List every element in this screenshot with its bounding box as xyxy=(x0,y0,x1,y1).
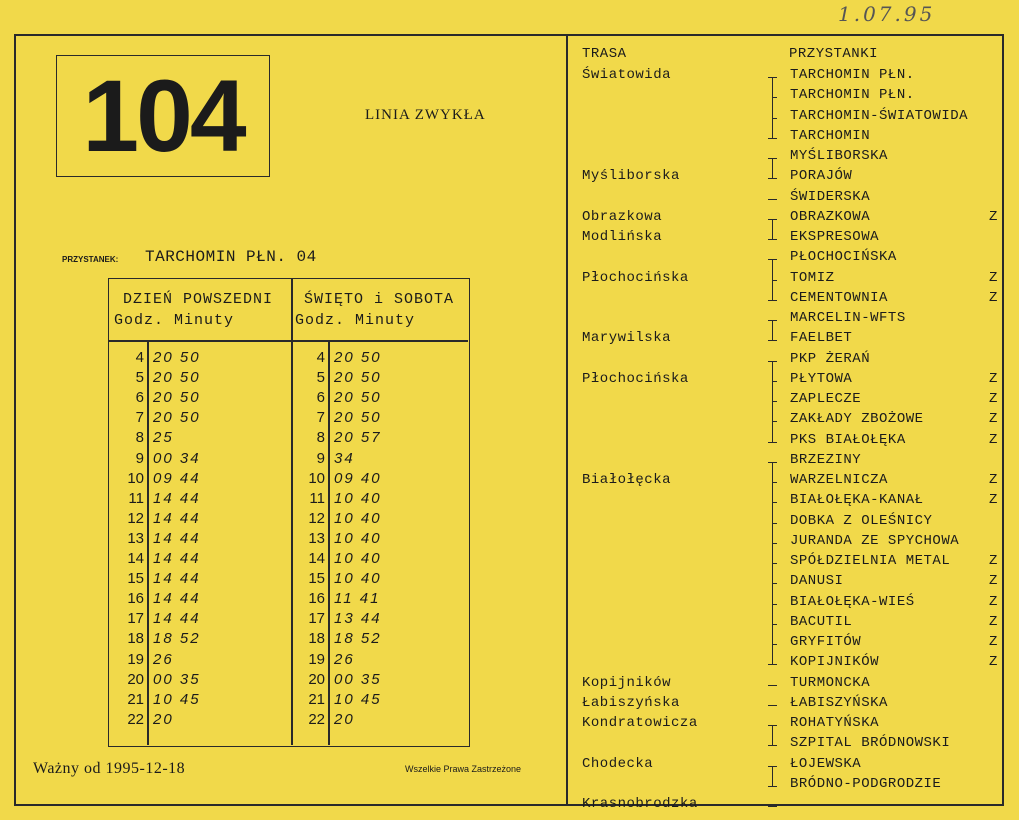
holiday-minutes: 00 35 xyxy=(334,670,382,688)
stop-item: SPÓŁDZIELNIA METAL xyxy=(790,553,951,569)
stop-item: BRÓDNO-PODGRODZIE xyxy=(790,775,942,792)
bracket-dash xyxy=(768,685,777,686)
holiday-hour: 15 xyxy=(308,570,325,588)
weekday-hour: 19 xyxy=(127,650,144,668)
bracket-tick xyxy=(772,97,777,98)
request-stop-marker: Z xyxy=(989,208,998,225)
stop-item: GRYFITÓW xyxy=(790,634,862,650)
street-name: Białołęcka xyxy=(582,472,672,488)
bracket-tick xyxy=(772,401,777,402)
request-stop-marker: Z xyxy=(989,553,998,569)
street-name: Światowida xyxy=(582,67,672,83)
holiday-minutes: 09 40 xyxy=(334,469,382,487)
request-stop-marker: Z xyxy=(989,370,998,387)
stop-item: TARCHOMIN PŁN. xyxy=(790,87,915,104)
bracket-dash xyxy=(768,806,777,807)
holiday-minutes: 20 57 xyxy=(334,429,382,447)
weekday-minutes: 14 44 xyxy=(153,550,201,567)
holiday-minutes: 20 xyxy=(334,710,355,728)
request-stop-marker: Z xyxy=(989,634,998,650)
weekday-hour: 16 xyxy=(127,590,144,608)
holiday-hour: 22 xyxy=(308,710,325,728)
holiday-minutes: 20 50 xyxy=(334,389,382,407)
weekday-hour: 17 xyxy=(127,610,144,628)
bracket-tick xyxy=(768,239,777,240)
stop-item: DANUSI xyxy=(790,573,844,590)
stop-item: WARZELNICZA xyxy=(790,472,888,488)
bracket-tick xyxy=(768,361,777,362)
route-number-box xyxy=(56,55,270,177)
stop-item: PKS BIAŁOŁĘKA xyxy=(790,431,906,448)
street-name: Krasnobrodzka xyxy=(582,796,698,812)
weekday-minutes: 14 44 xyxy=(153,489,201,507)
street-name: Łabiszyńska xyxy=(582,694,680,711)
line-type: LINIA ZWYKŁA xyxy=(365,107,486,123)
weekday-minutes: 14 44 xyxy=(153,509,201,527)
weekday-minutes: 20 50 xyxy=(153,389,201,407)
request-stop-marker: Z xyxy=(989,472,998,488)
bracket-tick xyxy=(768,300,777,301)
holiday-header: ŚWIĘTO i SOBOTA xyxy=(304,291,455,308)
holiday-minutes: 10 40 xyxy=(334,570,382,588)
stop-item: ZAKŁADY ZBOŻOWE xyxy=(790,411,924,428)
weekday-hour: 13 xyxy=(127,529,144,547)
request-stop-marker: Z xyxy=(989,289,998,306)
departure-table xyxy=(108,278,470,747)
holiday-hour: 10 xyxy=(308,469,325,487)
street-name: Chodecka xyxy=(582,755,654,772)
holiday-minutes: 20 50 xyxy=(334,409,382,427)
bracket-dash xyxy=(768,199,777,200)
holiday-hour: 6 xyxy=(316,389,325,407)
stop-item: TARCHOMIN xyxy=(790,127,871,144)
holiday-minutes: 34 xyxy=(334,449,355,467)
weekday-header: DZIEŃ POWSZEDNI xyxy=(123,291,274,308)
request-stop-marker: Z xyxy=(989,492,998,509)
stop-item: BIAŁOŁĘKA-WIEŚ xyxy=(790,593,915,610)
bracket-tick xyxy=(768,664,777,665)
stop-item: MYŚLIBORSKA xyxy=(790,148,888,164)
weekday-minutes: 18 52 xyxy=(153,630,201,648)
weekday-minutes: 14 44 xyxy=(153,610,201,628)
weekday-hour: 9 xyxy=(135,449,144,467)
table-header-rule xyxy=(109,340,468,342)
street-name: Kondratowicza xyxy=(582,715,698,731)
request-stop-marker: Z xyxy=(989,391,998,407)
bracket-tick xyxy=(768,138,777,139)
bracket-line xyxy=(772,158,773,178)
rights-notice: Wszelkie Prawa Zastrzeżone xyxy=(405,764,522,774)
holiday-hour-rule xyxy=(328,340,330,745)
bracket-tick xyxy=(768,158,777,159)
stop-item: FAELBET xyxy=(790,330,853,347)
bracket-tick xyxy=(772,563,777,564)
bracket-tick xyxy=(772,502,777,503)
holiday-hour: 13 xyxy=(308,529,325,547)
request-stop-marker: Z xyxy=(989,573,998,590)
weekday-hour: 18 xyxy=(127,630,144,648)
weekday-hour: 10 xyxy=(127,469,144,487)
weekday-minutes: 14 44 xyxy=(153,570,201,588)
stop-item: MARCELIN-WFTS xyxy=(790,310,906,326)
bracket-tick xyxy=(772,604,777,605)
stop-item: CEMENTOWNIA xyxy=(790,289,888,306)
stop-item: ROHATYŃSKA xyxy=(790,715,880,731)
holiday-hour: 12 xyxy=(308,509,325,527)
weekday-minutes: 20 50 xyxy=(153,409,201,427)
stop-item: PŁYTOWA xyxy=(790,370,853,387)
bracket-tick xyxy=(772,381,777,382)
route-number: 104 xyxy=(82,58,244,173)
street-name: Kopijników xyxy=(582,674,672,691)
holiday-hour: 11 xyxy=(309,489,325,507)
bracket-tick xyxy=(772,421,777,422)
stop-item: TOMIZ xyxy=(790,269,835,286)
request-stop-marker: Z xyxy=(989,613,998,630)
weekday-minutes: 10 45 xyxy=(153,690,201,708)
bracket-line xyxy=(772,219,773,239)
bracket-line xyxy=(772,320,773,340)
weekday-hour: 6 xyxy=(135,389,144,407)
request-stop-marker: Z xyxy=(989,269,998,286)
weekday-minutes: 09 44 xyxy=(153,469,201,487)
weekday-hour: 11 xyxy=(128,489,144,507)
stop-item: BACUTIL xyxy=(790,613,853,630)
bracket-line xyxy=(772,766,773,786)
stop-item: JURANDA ZE SPYCHOWA xyxy=(790,532,960,549)
weekday-hour-rule xyxy=(147,340,149,745)
bracket-tick xyxy=(768,462,777,463)
valid-from: Ważny od 1995-12-18 xyxy=(33,760,186,777)
street-name: Marywilska xyxy=(582,330,672,347)
bracket-tick xyxy=(768,77,777,78)
holiday-hour: 14 xyxy=(308,550,325,567)
stop-item: PKP ŻERAŃ xyxy=(790,350,871,367)
bracket-tick xyxy=(772,280,777,281)
holiday-minutes: 20 50 xyxy=(334,369,382,387)
weekday-minutes: 26 xyxy=(153,650,174,668)
stop-item: SZPITAL BRÓDNOWSKI xyxy=(790,735,951,752)
bracket-tick xyxy=(768,219,777,220)
bracket-tick xyxy=(768,442,777,443)
stop-item: TARCHOMIN-ŚWIATOWIDA xyxy=(790,107,969,124)
stop-item: DOBKA Z OLEŚNICY xyxy=(790,512,933,529)
holiday-subheader: Godz. Minuty xyxy=(295,312,416,329)
request-stop-marker: Z xyxy=(989,654,998,671)
column-divider xyxy=(566,34,568,806)
weekday-hour: 22 xyxy=(127,710,144,728)
weekday-subheader: Godz. Minuty xyxy=(114,312,235,329)
holiday-minutes: 10 40 xyxy=(334,529,382,547)
holiday-hour: 19 xyxy=(308,650,325,668)
stop-item: BRZEZINY xyxy=(790,451,862,468)
stop-item: OBRAZKOWA xyxy=(790,208,871,225)
holiday-minutes: 10 45 xyxy=(334,690,382,708)
bracket-tick xyxy=(772,523,777,524)
stop-name: TARCHOMIN PŁN. 04 xyxy=(145,248,317,266)
bracket-tick xyxy=(772,644,777,645)
holiday-hour: 18 xyxy=(308,630,325,648)
holiday-hour: 20 xyxy=(308,670,325,688)
holiday-hour: 5 xyxy=(316,369,325,387)
weekday-minutes: 20 50 xyxy=(153,349,201,366)
bracket-tick xyxy=(772,624,777,625)
weekday-hour: 21 xyxy=(127,690,144,708)
weekday-minutes: 20 50 xyxy=(153,369,201,387)
bracket-tick xyxy=(768,340,777,341)
holiday-minutes: 26 xyxy=(334,650,355,668)
weekday-hour: 5 xyxy=(135,369,144,387)
bracket-dash xyxy=(768,705,777,706)
request-stop-marker: Z xyxy=(989,431,998,448)
bracket-tick xyxy=(768,725,777,726)
holiday-hour: 17 xyxy=(308,610,325,628)
holiday-hour: 21 xyxy=(308,690,325,708)
stops-header: PRZYSTANKI xyxy=(789,46,879,62)
weekday-minutes: 00 35 xyxy=(153,670,201,688)
street-name: Obrazkowa xyxy=(582,208,663,225)
stop-item: KOPIJNIKÓW xyxy=(790,654,880,671)
bracket-tick xyxy=(768,786,777,787)
holiday-minutes: 11 41 xyxy=(334,590,381,608)
weekday-minutes: 25 xyxy=(153,429,174,447)
bracket-tick xyxy=(768,259,777,260)
weekday-minutes: 14 44 xyxy=(153,590,201,608)
weekday-hour: 12 xyxy=(127,509,144,527)
weekday-hour: 15 xyxy=(127,570,144,588)
holiday-minutes: 10 40 xyxy=(334,509,382,527)
stop-item: ZAPLECZE xyxy=(790,391,862,407)
stop-label: PRZYSTANEK: xyxy=(62,255,119,264)
stop-item: PŁOCHOCIŃSKA xyxy=(790,249,897,266)
holiday-minutes: 18 52 xyxy=(334,630,382,648)
street-name: Modlińska xyxy=(582,229,663,245)
holiday-minutes: 10 40 xyxy=(334,489,382,507)
bracket-tick xyxy=(772,118,777,119)
street-name: Myśliborska xyxy=(582,168,680,185)
holiday-hour: 8 xyxy=(316,429,325,447)
weekday-hour: 8 xyxy=(135,429,144,447)
street-name: Płochocińska xyxy=(582,370,689,387)
stop-item: TURMONCKA xyxy=(790,674,871,691)
holiday-hour: 4 xyxy=(316,349,325,366)
bracket-tick xyxy=(768,745,777,746)
holiday-hour: 7 xyxy=(316,409,325,427)
stop-item: ŁABISZYŃSKA xyxy=(790,694,888,711)
bracket-tick xyxy=(772,583,777,584)
bracket-tick xyxy=(772,482,777,483)
weekday-minutes: 14 44 xyxy=(153,529,201,547)
stop-item: ŁOJEWSKA xyxy=(790,755,862,772)
holiday-minutes: 10 40 xyxy=(334,550,382,567)
street-name: Płochocińska xyxy=(582,269,689,286)
holiday-minutes: 20 50 xyxy=(334,349,382,366)
stop-item: PORAJÓW xyxy=(790,168,853,185)
bracket-line xyxy=(772,725,773,745)
route-header: TRASA xyxy=(582,46,627,62)
handwritten-date: 1.07.95 xyxy=(838,2,936,26)
holiday-minutes: 13 44 xyxy=(334,610,382,628)
weekday-minutes: 00 34 xyxy=(153,449,201,467)
stop-item: TARCHOMIN PŁN. xyxy=(790,67,915,83)
bracket-tick xyxy=(772,543,777,544)
bracket-tick xyxy=(768,766,777,767)
holiday-hour: 9 xyxy=(316,449,325,467)
bracket-tick xyxy=(768,178,777,179)
bracket-tick xyxy=(768,320,777,321)
weekday-minutes: 20 xyxy=(153,710,174,728)
stop-item: ŚWIDERSKA xyxy=(790,188,871,205)
request-stop-marker: Z xyxy=(989,411,998,428)
request-stop-marker: Z xyxy=(989,593,998,610)
holiday-hour: 16 xyxy=(308,590,325,608)
weekday-hour: 4 xyxy=(135,349,144,366)
stop-item: EKSPRESOWA xyxy=(790,229,880,245)
weekday-hour: 7 xyxy=(135,409,144,427)
weekday-hour: 14 xyxy=(127,550,144,567)
stop-item: BIAŁOŁĘKA-KANAŁ xyxy=(790,492,924,509)
bracket-line xyxy=(772,77,773,138)
weekday-hour: 20 xyxy=(127,670,144,688)
